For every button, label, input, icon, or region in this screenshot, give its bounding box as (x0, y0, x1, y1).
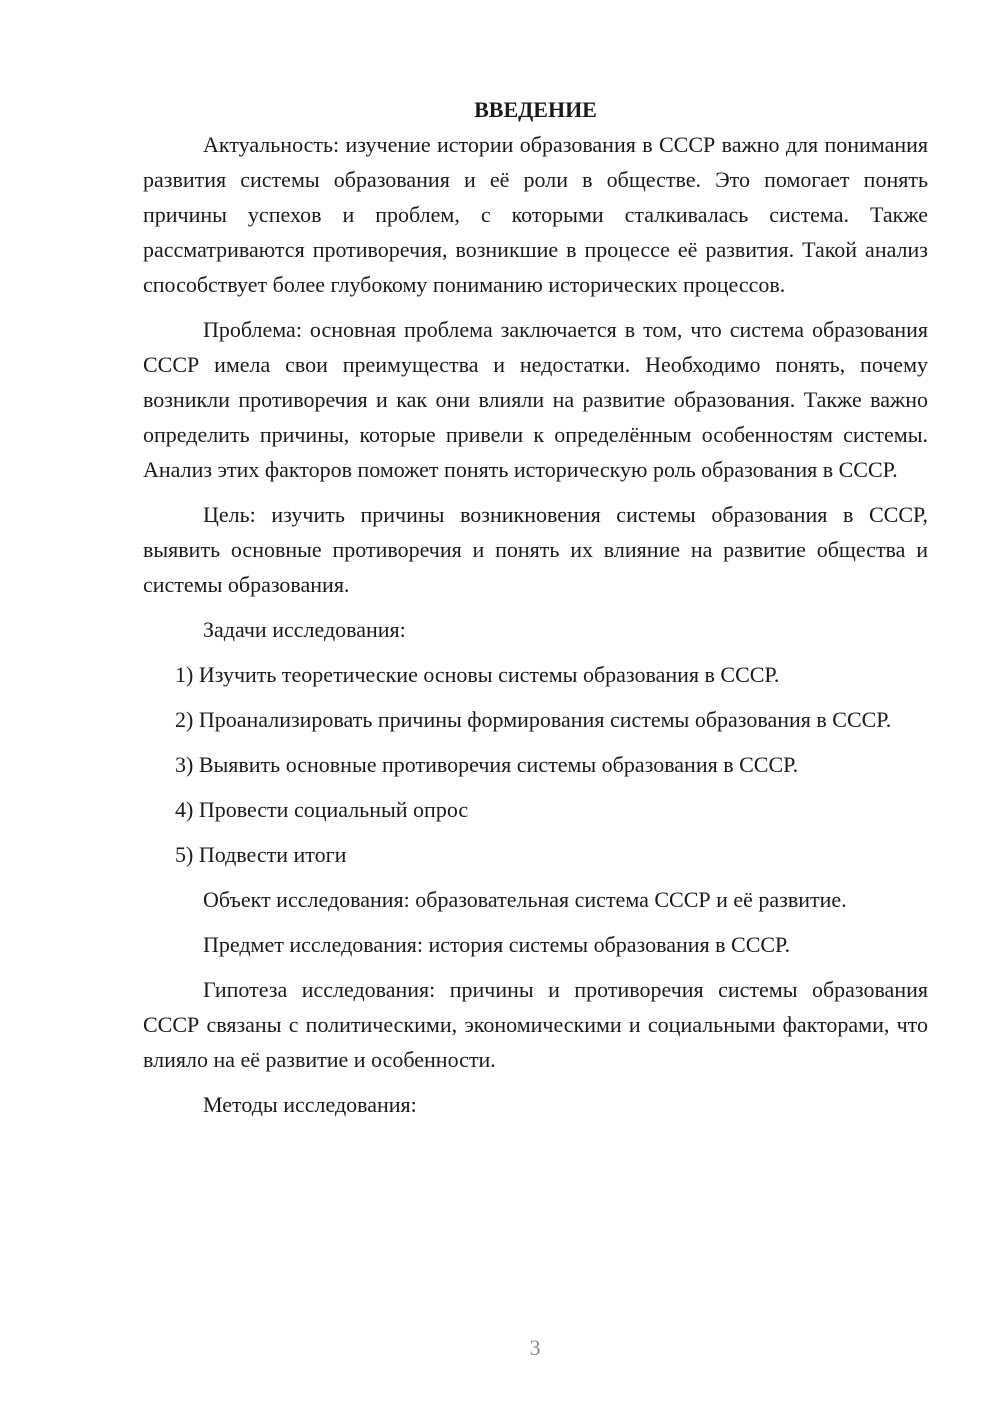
tasks-list (143, 657, 928, 872)
section-title: ВВЕДЕНИЕ (474, 97, 597, 122)
list-item: 1) Изучить теоретические основы системы образования в СССР. (175, 662, 780, 687)
page-number: 3 (529, 1335, 541, 1360)
paragraph-methods-heading: Методы исследования: (203, 1092, 417, 1117)
paragraph-goal: Цель: изучить причины возникновения системы образования в СССР, выявить основные противоречия и понять их влияние на развитие общества и системы образования. (143, 502, 928, 597)
paragraph-hypothesis: Гипотеза исследования: причины и противоречия системы образования СССР связаны с политическими, экономическими и социальными факторами, что влияло на её развитие и особенности. (143, 977, 928, 1072)
paragraph-problem: Проблема: основная проблема заключается в том, что система образования СССР имела свои преимущества и недостатки. Необходимо понять, почему возникли противоречия и как они влияли на развитие образования. Также важно определить причины, которые привели к определённым особенностям системы. Анализ этих факторов поможет понять историческую роль образования в СССР. (143, 317, 928, 482)
paragraph-relevance: Актуальность: изучение истории образования в СССР важно для понимания развития системы образования и её роли в обществе. Это помогает понять причины успехов и проблем, с которыми сталкивалась система. Также рассматриваются противоречия, возникшие в процессе её развития. Такой анализ способствует более глубокому пониманию исторических процессов. (143, 132, 928, 297)
list-item: 2) Проанализировать причины формирования системы образования в СССР. (175, 707, 892, 732)
paragraph-subject: Предмет исследования: история системы образования в СССР. (203, 932, 791, 957)
list-item: 3) Выявить основные противоречия системы образования в СССР. (175, 752, 799, 777)
paragraph-tasks-heading: Задачи исследования: (203, 617, 406, 642)
page-body (143, 92, 928, 1132)
list-item: 4) Провести социальный опрос (175, 797, 469, 822)
list-item: 5) Подвести итоги (175, 842, 347, 867)
paragraph-object: Объект исследования: образовательная система СССР и её развитие. (203, 887, 847, 912)
